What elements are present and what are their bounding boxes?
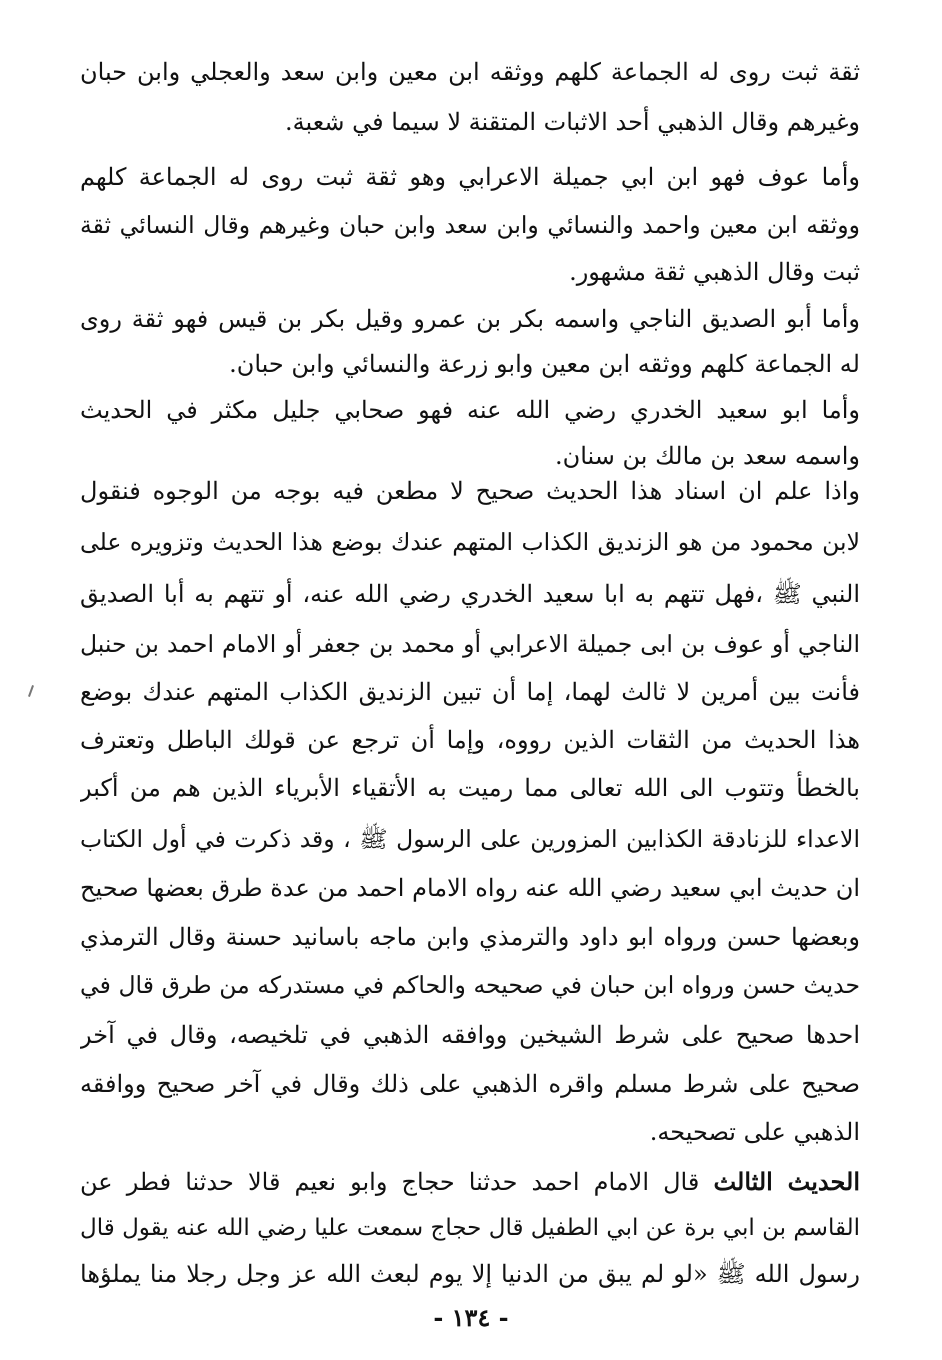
text-line: ثقة ثبت روى له الجماعة كلهم ووثقه ابن معين وابن سعد والعجلي وابن حبان: [80, 58, 860, 86]
text-line: له الجماعة كلهم ووثقه ابن معين وابو زرعة والنسائي وابن حبان.: [229, 350, 860, 378]
text-line: ثبت وقال الذهبي ثقة مشهور.: [569, 258, 860, 286]
text-line: صحيح على شرط مسلم واقره الذهبي على ذلك وقال في آخر صحيح ووافقه: [80, 1070, 860, 1098]
text-line: واسمه سعد بن مالك بن سنان.: [554, 442, 860, 470]
text-line: الاعداء للزنادقة الكذابين المزورين على الرسول ﷺ ، وقد ذكرت في أول الكتاب: [80, 825, 860, 853]
text-line: وأما عوف فهو ابن ابي جميلة الاعرابي وهو ثقة ثبت روى له الجماعة كلهم: [80, 163, 860, 191]
text-line: احدها صحيح على شرط الشيخين ووافقه الذهبي في تلخيصه، وقال في آخر: [80, 1021, 860, 1049]
text-line: بالخطأ وتتوب الى الله تعالى مما رميت به الأتقياء الأبرياء الذين هم من أكبر: [80, 774, 860, 802]
text-line: وبعضها حسن ورواه ابو داود والترمذي وابن ماجه باسانيد حسنة وقال الترمذي: [80, 923, 860, 951]
text-line: فأنت بين أمرين لا ثالث لهما، إما أن تبين الزنديق الكذاب المتهم عندك بوضع: [80, 678, 860, 706]
text-line: وأما أبو الصديق الناجي واسمه بكر بن عمرو وقيل بكر بن قيس فهو ثقة روى: [80, 305, 860, 333]
text-run: قال الامام احمد حدثنا حجاج وابو نعيم قالا حدثنا فطر عن: [80, 1168, 700, 1196]
text-line: وغيرهم وقال الذهبي أحد الاثبات المتقنة لا سيما في شعبة.: [285, 108, 860, 136]
text-line: وأما ابو سعيد الخدري رضي الله عنه فهو صحابي جليل مكثر في الحديث: [80, 396, 860, 424]
text-line: [80, 1160, 860, 1204]
text-line: ان حديث ابي سعيد رضي الله عنه رواه الامام احمد من عدة طرق بعضها صحيح: [80, 874, 860, 902]
text-line: ووثقه ابن معين واحمد والنسائي وابن سعد وابن حبان وغيرهم وقال النسائي ثقة: [80, 211, 860, 239]
text-line: واذا علم ان اسناد هذا الحديث صحيح لا مطعن فيه بوجه من الوجوه فنقول: [80, 477, 860, 505]
margin-mark: [28, 685, 34, 697]
text-line: لابن محمود من هو الزنديق الكذاب المتهم عندك بوضع هذا الحديث وتزويره على: [80, 528, 860, 556]
page-number: - ١٣٤ -: [433, 1303, 509, 1332]
text-line: الناجي أو عوف بن ابى جميلة الاعرابي أو محمد بن جعفر أو الامام احمد بن حنبل: [80, 630, 860, 658]
text-line: النبي ﷺ ،فهل تتهم به ابا سعيد الخدري رضي الله عنه، أو تتهم به أبا الصديق: [80, 580, 860, 608]
text-line: حديث حسن ورواه ابن حبان في صحيحه والحاكم في مستدركه من طرق قال في: [80, 971, 860, 999]
text-line: رسول الله ﷺ «لو لم يبق من الدنيا إلا يوم لبعث الله عز وجل رجلا منا يملؤها: [80, 1260, 860, 1288]
section-heading: الحديث الثالث: [713, 1167, 860, 1196]
text-line: الذهبي على تصحيحه.: [649, 1118, 860, 1146]
text-line: هذا الحديث من الثقات الذين رووه، وإما أن ترجع عن قولك الباطل وتعترف: [80, 726, 860, 754]
text-line: القاسم بن ابي برة عن ابي الطفيل قال حجاج سمعت عليا رضي الله عنه يقول قال: [80, 1215, 860, 1241]
